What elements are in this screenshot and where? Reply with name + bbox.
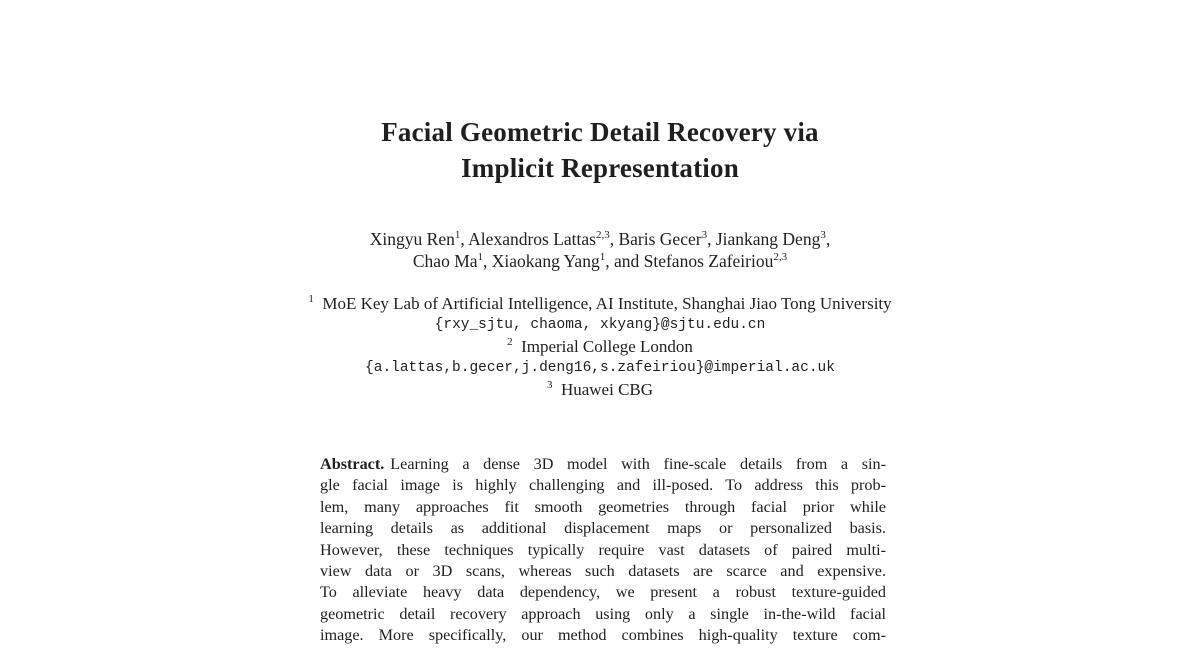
affiliation-name: Huawei CBG	[560, 380, 654, 400]
affiliation-2-email: {a.lattas,b.gecer,j.deng16,s.zafeiriou}@imperial.ac.uk	[365, 359, 835, 376]
abstract-line: lem, many approaches fit smooth geometries through facial prior while	[320, 497, 886, 516]
title-line-2: Implicit Representation	[461, 153, 739, 183]
abstract-line: learning details as additional displacement maps or personalized basis.	[320, 519, 886, 538]
affiliation-2	[0, 336, 1200, 358]
affiliations	[0, 293, 1200, 401]
affiliation-number: 1	[308, 293, 314, 305]
author-name: Baris Gecer	[618, 229, 702, 249]
abstract-line: view data or 3D scans, whereas such datasets are scarce and expensive.	[320, 562, 886, 581]
author-affiliation-marker: 1	[477, 251, 484, 263]
affiliation-number: 2	[507, 336, 513, 349]
affiliation-name: MoE Key Lab of Artificial Intelligence, AI Institute, Shanghai Jiao Tong University	[322, 294, 892, 313]
affiliation-1-email: {rxy_sjtu, chaoma, xkyang}@sjtu.edu.cn	[434, 316, 766, 333]
abstract-label: Abstract.	[320, 455, 385, 473]
author-list	[0, 228, 1200, 272]
abstract-line	[320, 454, 886, 475]
author-name: Chao Ma	[412, 251, 478, 271]
abstract-line-text: Learning a dense 3D model with fine-scale details from a sin-	[390, 455, 886, 473]
abstract-line: However, these techniques typically require vast datasets of paired multi-	[320, 540, 886, 559]
abstract-line: To alleviate heavy data dependency, we present a robust texture-guided	[320, 583, 886, 602]
author-affiliation-marker: 3	[820, 229, 826, 241]
author-affiliation-marker: 1	[454, 229, 461, 241]
author-name: Xingyu Ren	[369, 229, 455, 249]
affiliation-1	[0, 293, 1200, 315]
abstract-line: gle facial image is highly challenging and ill-posed. To address this prob-	[320, 476, 886, 495]
author-affiliation-marker: 3	[701, 229, 708, 241]
abstract	[320, 454, 886, 647]
author-line-2: Chao Ma$^1$, Xiaokang Yang$^1$, and Stefanos Zafeiriou$^{2,3}$	[412, 251, 788, 271]
author-affiliation-marker: 1	[599, 251, 606, 263]
abstract-line: geometric detail recovery approach using only a single in-the-wild facial	[320, 604, 886, 623]
paper-title	[0, 114, 1200, 186]
abstract-line: image. More specifically, our method combines high-quality texture com-	[320, 626, 886, 645]
author-affiliation-marker: 2,3	[773, 251, 788, 263]
title-line-1: Facial Geometric Detail Recovery via	[381, 117, 819, 147]
author-name: Xiaokang Yang	[491, 251, 600, 271]
author-name: Alexandros Lattas	[468, 229, 596, 249]
author-affiliation-marker: 2,3	[595, 229, 610, 241]
author-name: Jiankang Deng	[715, 229, 821, 249]
affiliation-number: 3	[546, 379, 553, 392]
author-line-1: Xingyu Ren$^1$, Alexandros Lattas$^{2,3}$, Baris Gecer$^3$, Jiankang Deng$^3$,	[369, 229, 831, 249]
author-name: Stefanos Zafeiriou	[643, 251, 774, 271]
affiliation-name: Imperial College London	[521, 337, 693, 357]
affiliation-3	[0, 379, 1200, 401]
